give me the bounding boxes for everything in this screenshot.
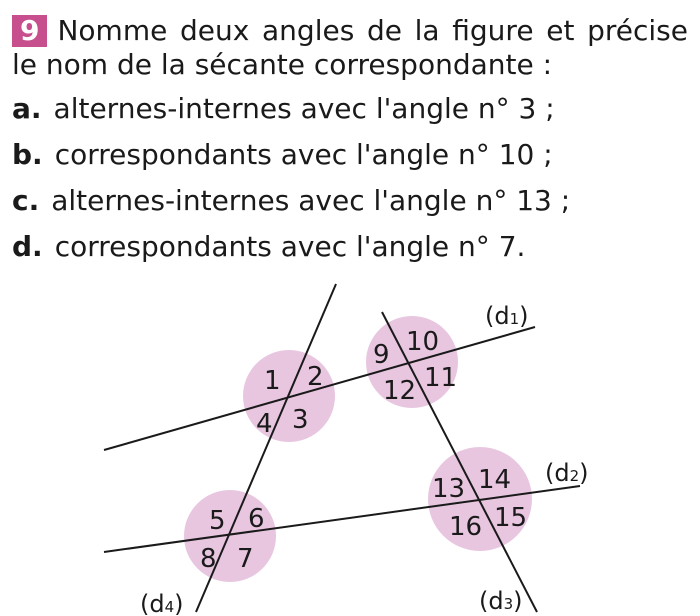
angle-label-15: 15 — [494, 503, 528, 533]
angle-label-9: 9 — [373, 340, 390, 370]
angle-label-2: 2 — [307, 362, 324, 392]
line-label-d3 — [479, 587, 523, 615]
question-letter: d. — [12, 230, 43, 263]
angle-label-11: 11 — [424, 363, 458, 393]
line-label-d2 — [545, 459, 589, 487]
exercise-statement: Nomme deux angles de la figure et précise le nom de la sécante correspondante : — [12, 14, 688, 81]
line-label-d4 — [140, 590, 184, 616]
angle-label-5: 5 — [209, 506, 226, 536]
angle-label-10: 10 — [406, 327, 440, 357]
line-label-text: (d — [485, 302, 510, 330]
angle-label-8: 8 — [200, 544, 217, 574]
line-label-text: (d — [140, 590, 165, 616]
line-label-subscript: 1 — [509, 310, 520, 328]
line-label-text: ) — [513, 587, 523, 615]
question-letter: c. — [12, 184, 40, 217]
angle-label-13: 13 — [432, 474, 466, 504]
line-label-text: ) — [519, 302, 529, 330]
question-text: alternes-internes avec l'angle n° 3 ; — [53, 92, 555, 125]
question-letter: a. — [12, 92, 42, 125]
line-label-d1 — [485, 302, 529, 330]
exercise-number-badge: 9 — [12, 15, 47, 47]
angle-label-1: 1 — [264, 366, 281, 396]
line-label-subscript: 4 — [164, 598, 175, 616]
line-label-text: (d — [545, 459, 570, 487]
line-label-subscript: 2 — [569, 467, 580, 485]
question-text: alternes-internes avec l'angle n° 13 ; — [51, 184, 571, 217]
line-label-text: ) — [579, 459, 589, 487]
angle-label-3: 3 — [292, 405, 309, 435]
angle-label-14: 14 — [478, 465, 512, 495]
line-label-text: (d — [479, 587, 504, 615]
line-label-text: ) — [174, 590, 184, 616]
angle-label-16: 16 — [449, 512, 483, 542]
angle-label-4: 4 — [256, 409, 273, 439]
angle-label-12: 12 — [383, 376, 417, 406]
angle-label-6: 6 — [248, 504, 265, 534]
question-text: correspondants avec l'angle n° 10 ; — [54, 138, 553, 171]
angle-label-7: 7 — [237, 544, 254, 574]
question-text: correspondants avec l'angle n° 7. — [54, 230, 526, 263]
question-letter: b. — [12, 138, 43, 171]
line-label-subscript: 3 — [503, 595, 514, 613]
